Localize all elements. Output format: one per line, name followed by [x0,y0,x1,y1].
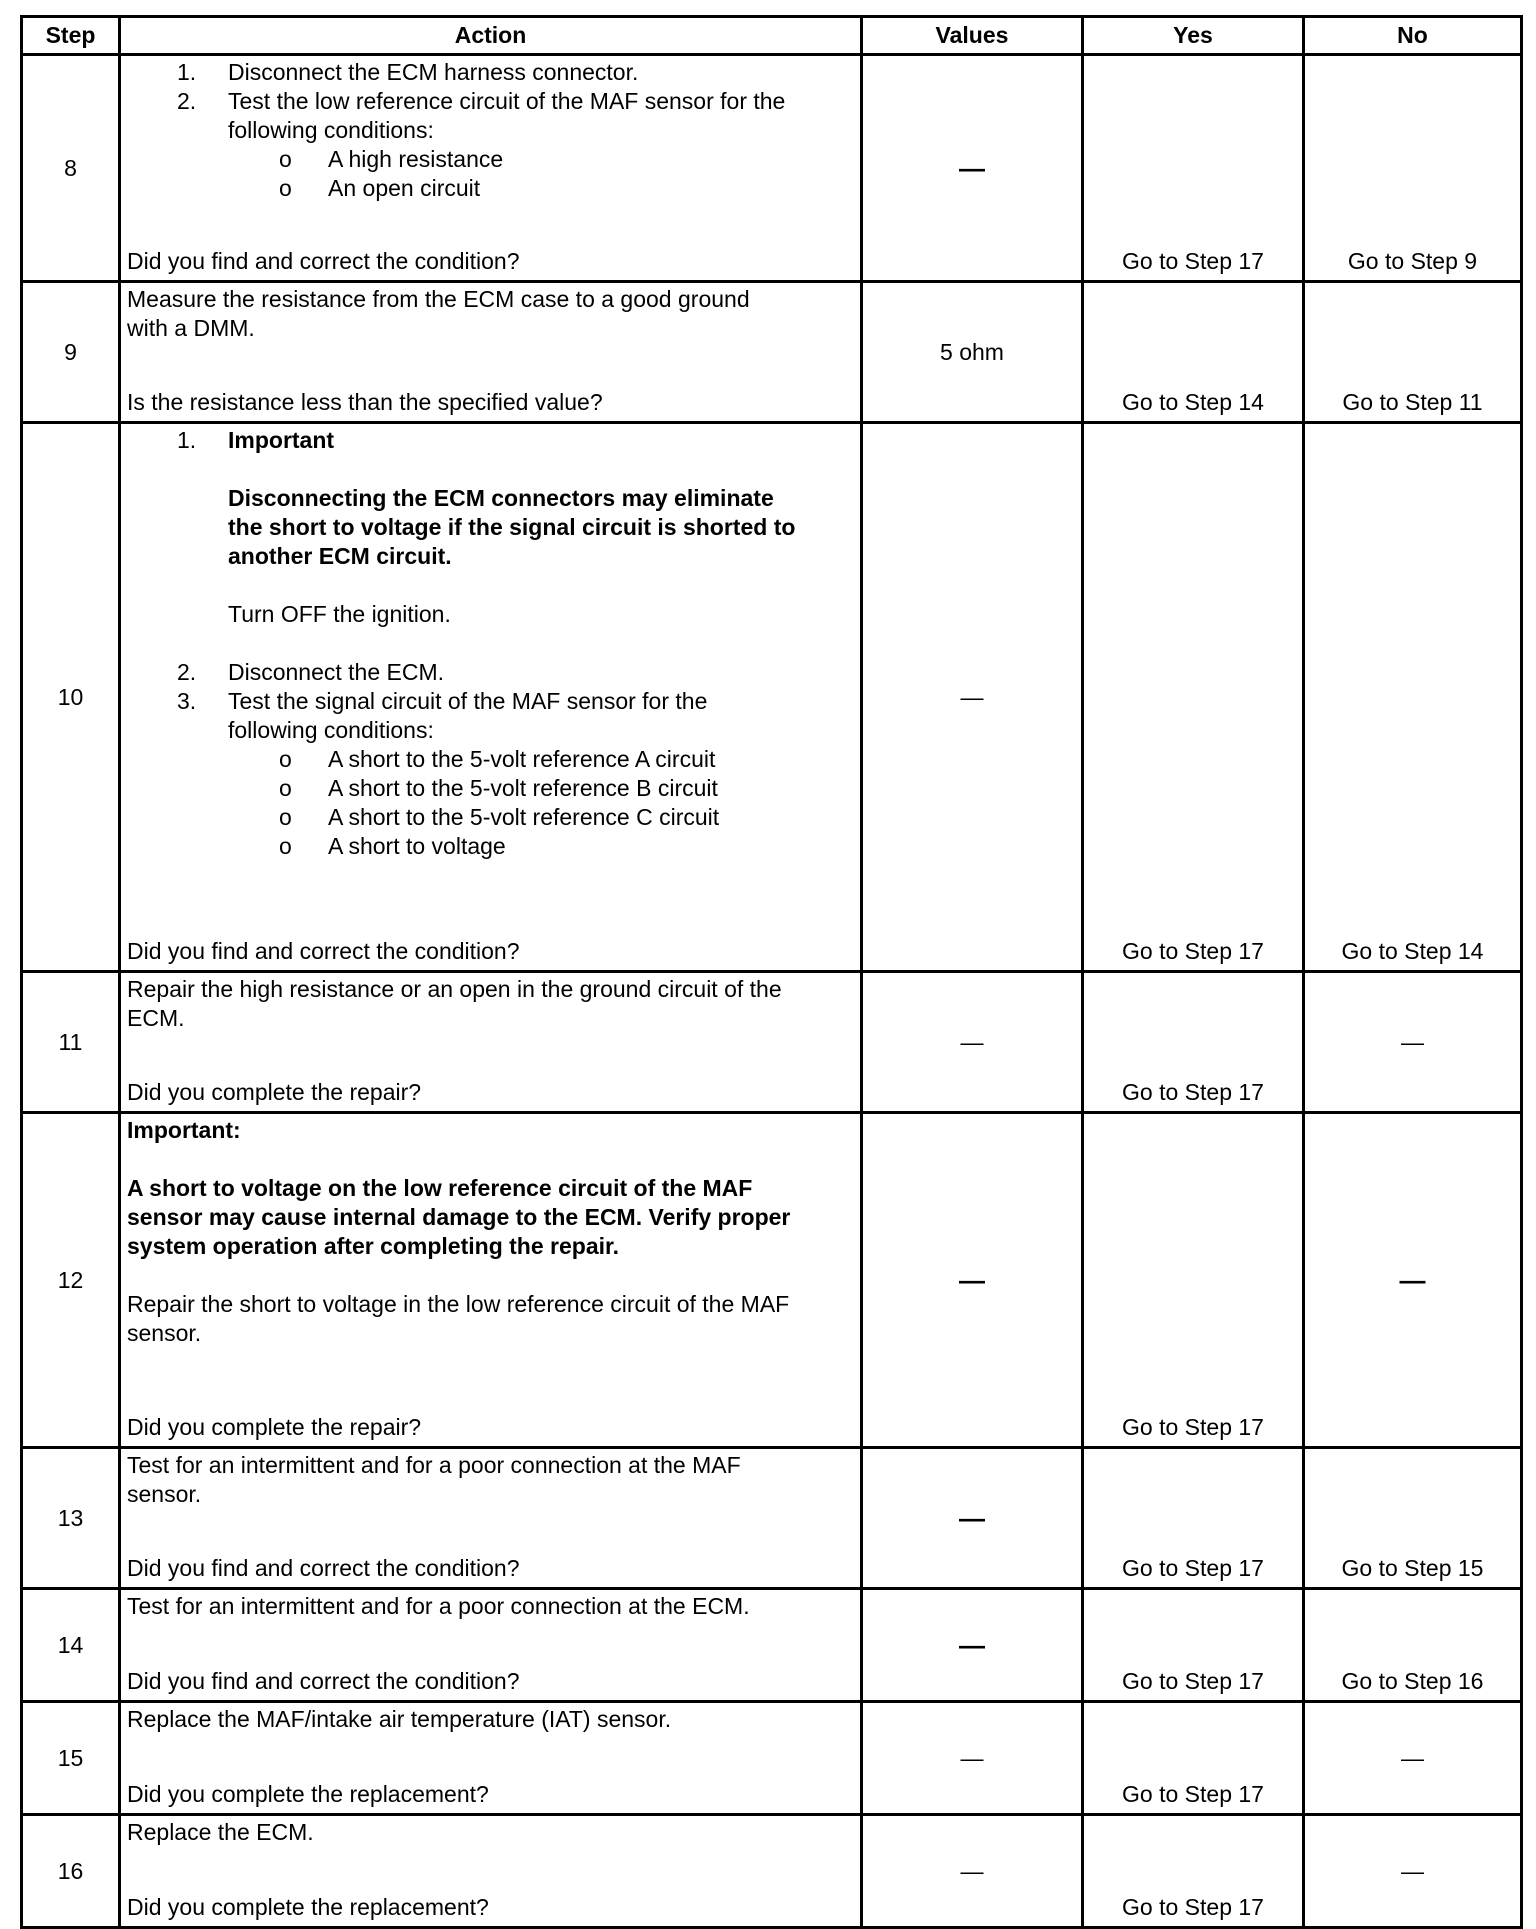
no-cell: — [1304,972,1522,1113]
value-cell: — [862,972,1083,1113]
action-text: Turn OFF the ignition. [228,601,451,627]
action-cell [120,55,862,282]
table-row [22,972,1522,1113]
yes-cell [1083,1113,1304,1448]
yes-cell [1083,423,1304,972]
step-number: 13 [22,1448,120,1589]
important-text: sensor may cause internal damage to the ECM. Verify proper [127,1204,791,1230]
yes-cell [1083,972,1304,1113]
action-text: Measure the resistance from the ECM case to a good ground [127,286,750,312]
bullet-icon: o [279,775,292,801]
question-text: Did you complete the replacement? [127,1781,489,1807]
value-cell: — [862,423,1083,972]
step-number: 10 [22,423,120,972]
header-yes: Yes [1083,17,1304,55]
yes-text: Go to Step 17 [1122,1668,1264,1694]
bullet-icon: o [279,833,292,859]
action-cell [120,1815,862,1928]
value-cell: 5 ohm [862,282,1083,423]
action-cell [120,1589,862,1702]
no-cell [1304,55,1522,282]
action-text: sensor. [127,1320,202,1346]
bullet-icon: o [279,146,292,172]
header-action: Action [120,17,862,55]
action-cell [120,1113,862,1448]
header-step: Step [22,17,120,55]
step-number: 8 [22,55,120,282]
action-text: Test the signal circuit of the MAF sensor for the [228,688,708,714]
step-number: 11 [22,972,120,1113]
action-text: Test for an intermittent and for a poor connection at the MAF [127,1452,741,1478]
action-text: sensor. [127,1481,202,1507]
yes-text: Go to Step 17 [1122,1781,1264,1807]
condition-text: A short to the 5-volt reference A circuit [328,746,716,772]
list-number: 1. [177,59,197,85]
no-cell: — [1304,1815,1522,1928]
table-row [22,1589,1522,1702]
step-number: 12 [22,1113,120,1448]
no-text: Go to Step 9 [1347,248,1478,274]
important-label: Important [228,427,335,453]
no-cell [1304,423,1522,972]
action-text: Disconnect the ECM harness connector. [228,59,639,85]
yes-cell [1083,1702,1304,1815]
no-text: Go to Step 16 [1341,1668,1484,1694]
list-number: 2. [177,659,197,685]
no-cell [1304,1589,1522,1702]
important-text: A short to voltage on the low reference circuit of the MAF [127,1175,753,1201]
action-text: Replace the ECM. [127,1819,314,1845]
action-text: Repair the short to voltage in the low reference circuit of the MAF [127,1291,790,1317]
table-row [22,1113,1522,1448]
value-cell: — [862,55,1083,282]
action-text: following conditions: [228,717,434,743]
value-cell: — [862,1448,1083,1589]
action-text: ECM. [127,1005,185,1031]
step-number: 9 [22,282,120,423]
condition-text: A short to the 5-volt reference B circuit [328,775,718,801]
table-row [22,282,1522,423]
no-cell: — [1304,1113,1522,1448]
important-text: the short to voltage if the signal circuit is shorted to [228,514,796,540]
action-cell [120,1448,862,1589]
yes-cell [1083,282,1304,423]
table-row [22,423,1522,972]
question-text: Did you find and correct the condition? [127,938,520,964]
question-text: Is the resistance less than the specified value? [127,389,603,415]
no-text: Go to Step 15 [1341,1555,1484,1581]
condition-text: An open circuit [328,175,481,201]
no-cell [1304,282,1522,423]
question-text: Did you find and correct the condition? [127,248,520,274]
list-number: 2. [177,88,197,114]
question-text: Did you complete the repair? [127,1079,422,1105]
question-text: Did you find and correct the condition? [127,1668,520,1694]
yes-cell [1083,1589,1304,1702]
bullet-icon: o [279,746,292,772]
action-text: following conditions: [228,117,434,143]
important-text: system operation after completing the repair. [127,1233,620,1259]
no-cell: — [1304,1702,1522,1815]
yes-text: Go to Step 17 [1122,1079,1264,1105]
list-number: 1. [177,427,197,453]
yes-cell [1083,55,1304,282]
table-row [22,1702,1522,1815]
list-number: 3. [177,688,197,714]
condition-text: A short to the 5-volt reference C circuit [328,804,720,830]
action-text: Test the low reference circuit of the MAF sensor for the [228,88,786,114]
action-text: Test for an intermittent and for a poor connection at the ECM. [127,1593,750,1619]
table-row [22,1815,1522,1928]
action-cell [120,423,862,972]
action-text: Repair the high resistance or an open in the ground circuit of the [127,976,782,1002]
table-row [22,55,1522,282]
action-cell [120,972,862,1113]
yes-text: Go to Step 17 [1122,1555,1264,1581]
condition-text: A short to voltage [328,833,506,859]
header-no: No [1304,17,1522,55]
yes-text: Go to Step 17 [1122,1414,1264,1440]
header-row [22,17,1522,55]
value-cell: — [862,1815,1083,1928]
yes-text: Go to Step 14 [1122,389,1264,415]
action-text: Replace the MAF/intake air temperature (IAT) sensor. [127,1706,672,1732]
no-cell [1304,1448,1522,1589]
action-cell [120,282,862,423]
important-label: Important: [127,1117,241,1143]
value-cell: — [862,1113,1083,1448]
header-values: Values [862,17,1083,55]
yes-text: Go to Step 17 [1122,248,1264,274]
question-text: Did you find and correct the condition? [127,1555,520,1581]
step-number: 16 [22,1815,120,1928]
bullet-icon: o [279,175,292,201]
condition-text: A high resistance [328,146,504,172]
no-text: Go to Step 11 [1342,389,1483,415]
yes-text: Go to Step 17 [1122,1894,1264,1920]
yes-cell [1083,1815,1304,1928]
table-row [22,1448,1522,1589]
action-text: Disconnect the ECM. [228,659,445,685]
value-cell: — [862,1589,1083,1702]
yes-text: Go to Step 17 [1122,938,1264,964]
yes-cell [1083,1448,1304,1589]
step-number: 15 [22,1702,120,1815]
question-text: Did you complete the replacement? [127,1894,489,1920]
important-text: Disconnecting the ECM connectors may eliminate [228,485,774,511]
action-cell [120,1702,862,1815]
question-text: Did you complete the repair? [127,1414,422,1440]
no-text: Go to Step 14 [1341,938,1484,964]
important-text: another ECM circuit. [228,543,452,569]
diagnostic-table [20,15,1523,1929]
action-text: with a DMM. [127,315,255,341]
value-cell: — [862,1702,1083,1815]
step-number: 14 [22,1589,120,1702]
bullet-icon: o [279,804,292,830]
